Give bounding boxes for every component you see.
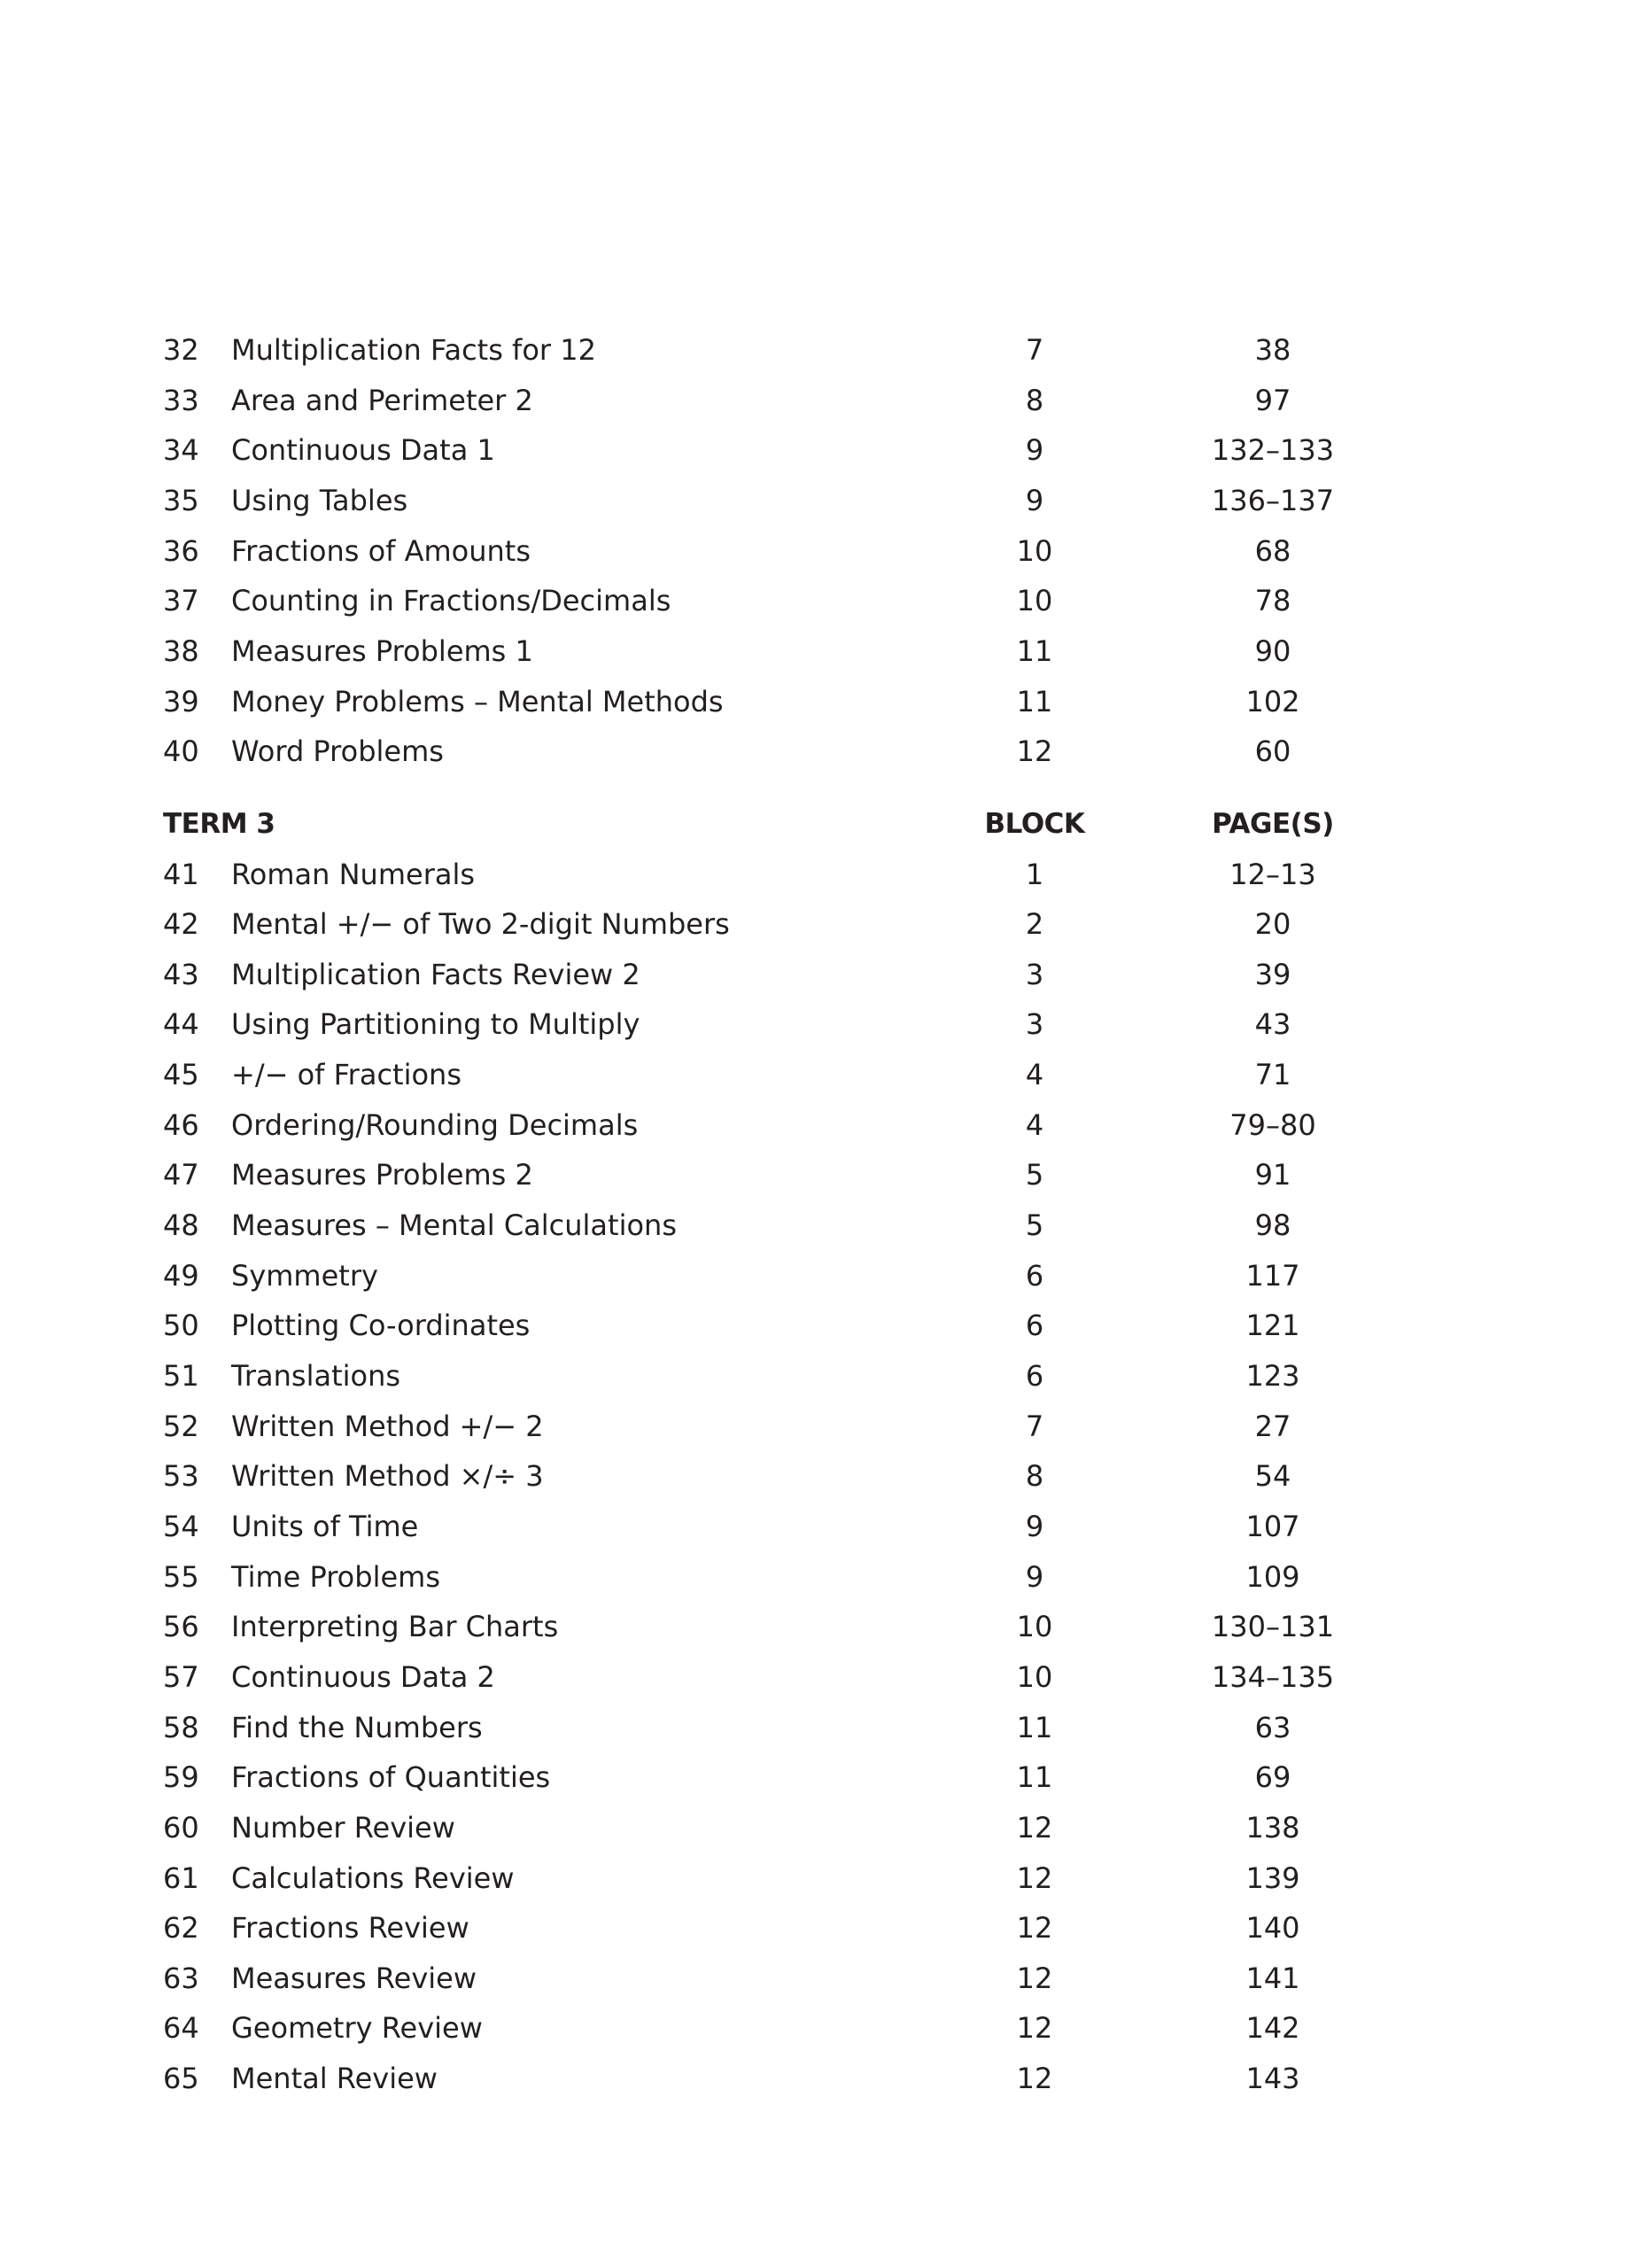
page-reference: 12–13 (1229, 857, 1316, 891)
page-reference: 139 (1245, 1860, 1300, 1895)
table-row (0, 1301, 1644, 1350)
page-reference: 97 (1254, 383, 1291, 417)
lesson-title: Multiplication Facts for 12 (231, 333, 596, 367)
block-number: 6 (1025, 1309, 1044, 1343)
table-row (0, 1703, 1644, 1752)
page-reference: 78 (1254, 584, 1291, 618)
lesson-title: Fractions of Amounts (231, 533, 531, 568)
block-number: 6 (1025, 1258, 1044, 1293)
block-number: 3 (1025, 1007, 1044, 1042)
lesson-title: +/− of Fractions (231, 1058, 461, 1092)
page-reference: 90 (1254, 633, 1291, 668)
table-row (0, 1853, 1644, 1903)
table-row (0, 1351, 1644, 1401)
lesson-number: 32 (163, 333, 199, 367)
page-reference: 54 (1254, 1459, 1291, 1494)
table-row (0, 1953, 1644, 2003)
term-heading: TERM 3 (163, 807, 275, 840)
lesson-title: Measures Problems 2 (231, 1158, 533, 1192)
lesson-number: 46 (163, 1107, 199, 1142)
table-row (0, 476, 1644, 525)
block-number: 10 (1016, 1659, 1053, 1694)
lesson-title: Fractions of Quantities (231, 1760, 551, 1795)
block-number: 2 (1025, 907, 1044, 942)
page-reference: 102 (1245, 684, 1300, 718)
page-reference: 142 (1245, 2011, 1300, 2046)
table-row (0, 1602, 1644, 1651)
lesson-number: 61 (163, 1860, 199, 1895)
lesson-title: Mental +/− of Two 2-digit Numbers (231, 907, 730, 942)
lesson-number: 59 (163, 1760, 199, 1795)
lesson-number: 53 (163, 1459, 199, 1494)
page-reference: 143 (1245, 2062, 1300, 2096)
table-row (0, 1903, 1644, 1953)
lesson-title: Written Method +/− 2 (231, 1409, 544, 1443)
page-reference: 134–135 (1211, 1659, 1335, 1694)
lesson-title: Written Method ×/÷ 3 (231, 1459, 544, 1494)
page-reference: 38 (1254, 333, 1291, 367)
table-row (0, 1502, 1644, 1551)
table-row (0, 1752, 1644, 1802)
page-reference: 107 (1245, 1509, 1300, 1543)
lesson-number: 43 (163, 957, 199, 991)
block-number: 5 (1025, 1208, 1044, 1243)
page-reference: 141 (1245, 1961, 1300, 1995)
lesson-number: 42 (163, 907, 199, 942)
lesson-title: Continuous Data 2 (231, 1659, 495, 1694)
lesson-number: 54 (163, 1509, 199, 1543)
table-row (0, 1050, 1644, 1099)
table-row (0, 1552, 1644, 1602)
lesson-number: 48 (163, 1208, 199, 1243)
table-row (0, 850, 1644, 899)
page-reference: 39 (1254, 957, 1291, 991)
page-reference: 121 (1245, 1309, 1300, 1343)
lesson-number: 44 (163, 1007, 199, 1042)
block-number: 10 (1016, 584, 1053, 618)
block-number: 9 (1025, 433, 1044, 468)
table-row (0, 999, 1644, 1049)
block-number: 10 (1016, 1610, 1053, 1644)
table-row (0, 626, 1644, 676)
block-number: 12 (1016, 1911, 1053, 1946)
page-reference: 98 (1254, 1208, 1291, 1243)
table-row (0, 376, 1644, 425)
page-reference: 132–133 (1211, 433, 1335, 468)
lesson-title: Plotting Co-ordinates (231, 1309, 531, 1343)
lesson-title: Mental Review (231, 2062, 438, 2096)
table-row (0, 1200, 1644, 1250)
block-number: 8 (1025, 383, 1044, 417)
lesson-title: Money Problems – Mental Methods (231, 684, 724, 718)
page-reference: 91 (1254, 1158, 1291, 1192)
lesson-number: 38 (163, 633, 199, 668)
table-row (0, 576, 1644, 625)
block-number: 3 (1025, 957, 1044, 991)
lesson-title: Ordering/Rounding Decimals (231, 1107, 639, 1142)
table-row (0, 2003, 1644, 2053)
lesson-number: 39 (163, 684, 199, 718)
page-reference: 138 (1245, 1810, 1300, 1845)
lesson-number: 58 (163, 1710, 199, 1744)
table-row (0, 899, 1644, 949)
lesson-number: 49 (163, 1258, 199, 1293)
page-reference: 60 (1254, 734, 1291, 769)
lesson-title: Multiplication Facts Review 2 (231, 957, 640, 991)
lesson-number: 64 (163, 2011, 199, 2046)
block-number: 11 (1016, 633, 1053, 668)
lesson-number: 57 (163, 1659, 199, 1694)
block-number: 9 (1025, 1559, 1044, 1594)
block-number: 12 (1016, 2011, 1053, 2046)
page-reference: 71 (1254, 1058, 1291, 1092)
lesson-title: Geometry Review (231, 2011, 483, 2046)
lesson-number: 65 (163, 2062, 199, 2096)
page-reference: 123 (1245, 1359, 1300, 1393)
page-reference: 130–131 (1211, 1610, 1335, 1644)
lesson-title: Symmetry (231, 1258, 378, 1293)
page-reference: 27 (1254, 1409, 1291, 1443)
block-number: 1 (1025, 857, 1044, 891)
lesson-number: 47 (163, 1158, 199, 1192)
block-number: 7 (1025, 1409, 1044, 1443)
lesson-number: 56 (163, 1610, 199, 1644)
table-row (0, 1100, 1644, 1150)
lesson-number: 50 (163, 1309, 199, 1343)
table-row (0, 526, 1644, 576)
lesson-number: 37 (163, 584, 199, 618)
table-row (0, 1451, 1644, 1501)
lesson-title: Using Tables (231, 483, 408, 517)
block-number: 5 (1025, 1158, 1044, 1192)
lesson-title: Using Partitioning to Multiply (231, 1007, 640, 1042)
lesson-title: Measures Problems 1 (231, 633, 533, 668)
lesson-number: 52 (163, 1409, 199, 1443)
lesson-number: 35 (163, 483, 199, 517)
lesson-title: Time Problems (231, 1559, 440, 1594)
lesson-number: 60 (163, 1810, 199, 1845)
lesson-title: Fractions Review (231, 1911, 469, 1946)
lesson-number: 36 (163, 533, 199, 568)
lesson-number: 55 (163, 1559, 199, 1594)
lesson-number: 63 (163, 1961, 199, 1995)
lesson-title: Number Review (231, 1810, 455, 1845)
block-number: 11 (1016, 1710, 1053, 1744)
table-row (0, 1803, 1644, 1852)
lesson-title: Counting in Fractions/Decimals (231, 584, 671, 618)
page-reference: 63 (1254, 1710, 1291, 1744)
table-row (0, 1652, 1644, 1702)
table-row (0, 726, 1644, 776)
block-number: 12 (1016, 1860, 1053, 1895)
lesson-title: Find the Numbers (231, 1710, 483, 1744)
table-row (0, 1150, 1644, 1200)
page-reference: 136–137 (1211, 483, 1335, 517)
table-row (0, 2054, 1644, 2103)
lesson-title: Units of Time (231, 1509, 419, 1543)
page-reference: 69 (1254, 1760, 1291, 1795)
block-number: 12 (1016, 734, 1053, 769)
page-reference: 20 (1254, 907, 1291, 942)
lesson-title: Word Problems (231, 734, 444, 769)
table-row (0, 325, 1644, 375)
block-number: 12 (1016, 1810, 1053, 1845)
block-number: 9 (1025, 483, 1044, 517)
lesson-title: Measures – Mental Calculations (231, 1208, 677, 1243)
page-reference: 43 (1254, 1007, 1291, 1042)
lesson-title: Area and Perimeter 2 (231, 383, 533, 417)
lesson-number: 45 (163, 1058, 199, 1092)
table-row (0, 950, 1644, 999)
lesson-title: Interpreting Bar Charts (231, 1610, 559, 1644)
block-number: 11 (1016, 1760, 1053, 1795)
lesson-number: 62 (163, 1911, 199, 1946)
table-row (0, 1251, 1644, 1301)
lesson-title: Calculations Review (231, 1860, 515, 1895)
block-number: 10 (1016, 533, 1053, 568)
page-reference: 79–80 (1229, 1107, 1316, 1142)
block-number: 12 (1016, 1961, 1053, 1995)
block-number: 6 (1025, 1359, 1044, 1393)
block-number: 4 (1025, 1058, 1044, 1092)
block-number: 11 (1016, 684, 1053, 718)
table-row (0, 1402, 1644, 1451)
block-number: 9 (1025, 1509, 1044, 1543)
block-number: 4 (1025, 1107, 1044, 1142)
lesson-number: 33 (163, 383, 199, 417)
page-reference: 109 (1245, 1559, 1300, 1594)
lesson-number: 51 (163, 1359, 199, 1393)
block-number: 12 (1016, 2062, 1053, 2096)
lesson-number: 41 (163, 857, 199, 891)
page-reference: 140 (1245, 1911, 1300, 1946)
lesson-number: 34 (163, 433, 199, 468)
table-row (0, 677, 1644, 726)
term3-header-row (0, 799, 1644, 849)
lesson-title: Continuous Data 1 (231, 433, 495, 468)
lesson-title: Translations (231, 1359, 401, 1393)
block-number: 7 (1025, 333, 1044, 367)
table-row (0, 425, 1644, 475)
block-number: 8 (1025, 1459, 1044, 1494)
lesson-title: Roman Numerals (231, 857, 476, 891)
block-column-header: BLOCK (984, 807, 1085, 840)
page-reference: 68 (1254, 533, 1291, 568)
lesson-title: Measures Review (231, 1961, 477, 1995)
page-reference: 117 (1245, 1258, 1300, 1293)
lesson-number: 40 (163, 734, 199, 769)
pages-column-header: PAGE(S) (1212, 807, 1334, 840)
